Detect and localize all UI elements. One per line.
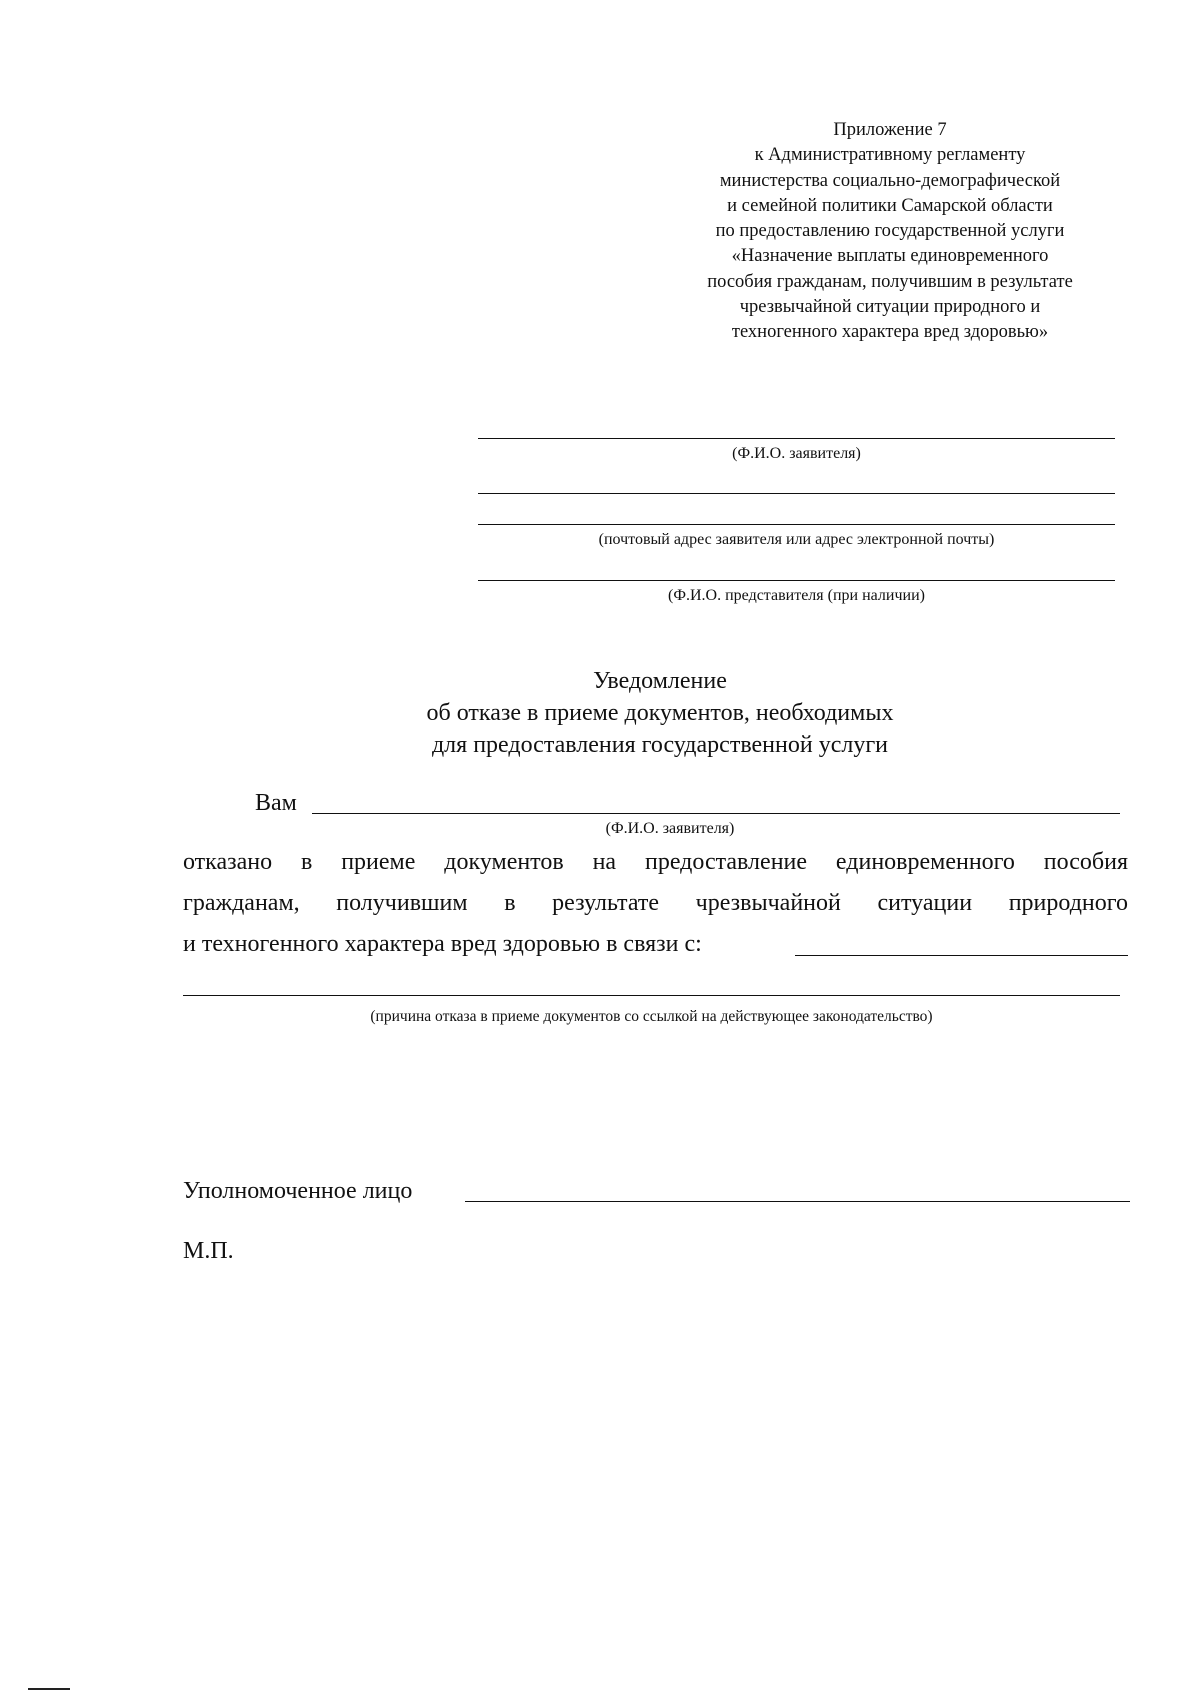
applicant-name-caption: (Ф.И.О. заявителя) [732, 445, 861, 462]
notice-title-sub-1: об отказе в приеме документов, необходимых [426, 700, 894, 726]
notice-title-sub-2: для предоставления государственной услуги [431, 732, 889, 758]
body-text-line-2: гражданам, получившим в результате чрезвычайной ситуации природного [183, 890, 1128, 916]
applicant-address-field-line-1[interactable] [478, 493, 1115, 494]
vam-applicant-caption: (Ф.И.О. заявителя) [605, 820, 735, 837]
body-text-line-1: отказано в приеме документов на предоставление единовременного пособия [183, 849, 1128, 875]
vam-applicant-field[interactable] [312, 813, 1120, 814]
appendix-line: и семейной политики Самарской области [727, 195, 1053, 216]
applicant-address-field-line-2[interactable] [478, 524, 1115, 525]
appendix-line: по предоставлению государственной услуги [715, 221, 1065, 242]
appendix-line: министерства социально-демографической [719, 170, 1061, 191]
notice-title [300, 665, 1020, 761]
authorized-person-label: Уполномоченное лицо [183, 1178, 413, 1204]
vam-label: Вам [255, 790, 297, 816]
scan-mark [28, 1688, 70, 1690]
appendix-line: «Назначение выплаты единовременного [731, 246, 1049, 267]
stamp-placeholder-label: М.П. [183, 1238, 234, 1264]
appendix-line: техногенного характера вред здоровью» [731, 322, 1049, 343]
refusal-reason-field-line-1[interactable] [795, 955, 1128, 956]
notice-title-main: Уведомление [593, 668, 727, 694]
applicant-name-field[interactable] [478, 438, 1115, 439]
representative-name-field[interactable] [478, 580, 1115, 581]
appendix-line: Приложение 7 [833, 120, 947, 140]
body-text-line-3: и техногенного характера вред здоровью в связи с: [183, 931, 702, 957]
authorized-person-signature-field[interactable] [465, 1201, 1130, 1202]
applicant-address-caption: (почтовый адрес заявителя или адрес электронной почты) [598, 531, 995, 548]
representative-name-caption: (Ф.И.О. представителя (при наличии) [668, 587, 925, 604]
refusal-reason-caption: (причина отказа в приеме документов со ссылкой на действующее законодательство) [370, 1008, 933, 1025]
refusal-reason-field-line-2[interactable] [183, 995, 1120, 996]
appendix-header [650, 118, 1130, 346]
appendix-line: чрезвычайной ситуации природного и [739, 297, 1041, 318]
appendix-line: к Административному регламенту [754, 145, 1026, 166]
appendix-line: пособия гражданам, получившим в результате [707, 271, 1073, 292]
